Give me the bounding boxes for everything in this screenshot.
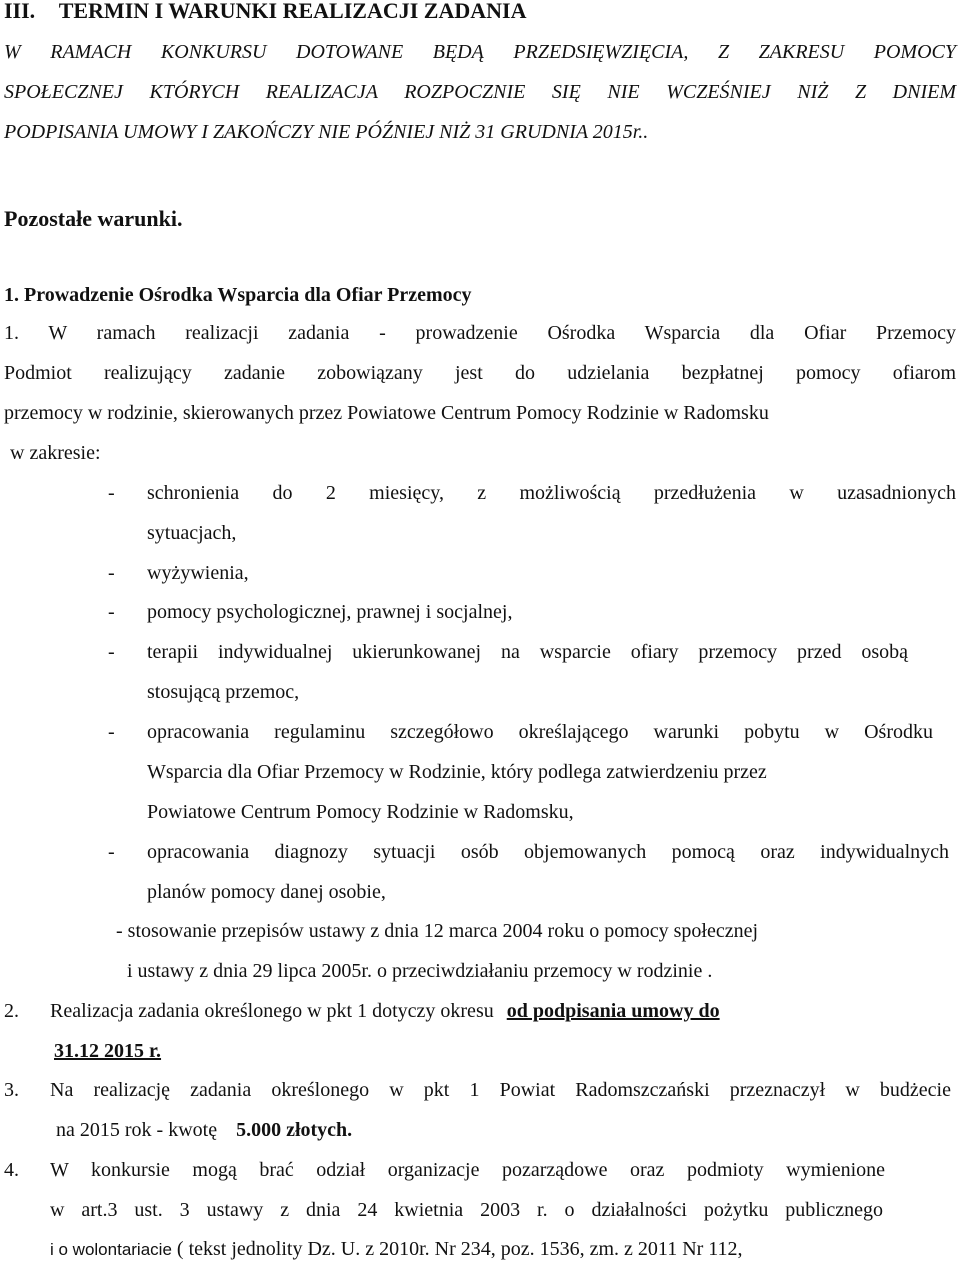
point-2-number: 2. [4,1000,19,1022]
paragraph-1-line-2: Podmiot realizujący zadanie zobowiązany jest do udzielania bezpłatnej pomocy ofiarom [4,362,956,384]
point-3-text: na 2015 rok - kwotę [56,1119,218,1141]
point-3-line-2 [56,1118,352,1142]
point-2-period-end: 31.12 2015 r. [54,1040,162,1062]
list-dash: - [108,601,115,623]
point-4-line-2: w art.3 ust. 3 ustawy z dnia 24 kwietnia 2003 r. o działalności pożytku publicznego [50,1199,883,1221]
list-dash: - [108,841,115,863]
intro-line-3: PODPISANIA UMOWY I ZAKOŃCZY NIE PÓŹNIEJ NIŻ 31 GRUDNIA 2015r.. [4,121,649,143]
point-4-citation: ( tekst jednolity Dz. U. z 2010r. Nr 234, poz. 1536, zm. z 2011 Nr 112, [171,1238,743,1260]
point-2-line-1 [50,999,720,1023]
list-dash: - [108,721,115,743]
scope-item-4-line-2: stosującą przemoc, [147,681,300,703]
point-4-number: 4. [4,1159,19,1181]
scope-item-1-line-2: sytuacjach, [147,522,237,544]
scope-item-5-line-1: opracowania regulaminu szczegółowo określającego warunki pobytu w Ośrodku [147,721,933,743]
scope-item-5-line-2: Wsparcia dla Ofiar Przemocy w Rodzinie, który podlega zatwierdzeniu przez [147,761,767,783]
point-3-line-1: Na realizację zadania określonego w pkt 1 Powiat Radomszczański przeznaczył w budżecie [50,1079,951,1101]
list-dash: - [108,562,115,584]
list-dash: - [108,641,115,663]
section-numeral: III. [4,0,36,23]
scope-item-2: wyżywienia, [147,562,249,584]
other-conditions-heading: Pozostałe warunki. [4,206,183,231]
point-2-text: Realizacja zadania określonego w pkt 1 dotyczy okresu [50,1000,494,1022]
scope-item-1-line-1: schronienia do 2 miesięcy, z możliwością przedłużenia w uzasadnionych [147,482,956,504]
paragraph-1-line-4: w zakresie: [10,442,101,464]
subsection-1-heading: 1. Prowadzenie Ośrodka Wsparcia dla Ofiar Przemocy [4,284,472,306]
point-4-law-name: i o wolontariacie [50,1240,172,1259]
point-4-line-1: W konkursie mogą brać odział organizacje pozarządowe oraz podmioty wymienione [50,1159,885,1181]
point-2-period-start: od podpisania umowy do [506,1000,720,1022]
list-dash: - [108,482,115,504]
intro-line-2: SPOŁECZNEJ KTÓRYCH REALIZACJA ROZPOCZNIE SIĘ NIE WCZEŚNIEJ NIŻ Z DNIEM [4,81,956,103]
scope-item-7-line-1: - stosowanie przepisów ustawy z dnia 12 marca 2004 roku o pomocy społecznej [116,920,759,942]
section-heading [4,0,526,23]
scope-item-7-line-2: i ustawy z dnia 29 lipca 2005r. o przeciwdziałaniu przemocy w rodzinie . [127,960,713,982]
section-title: TERMIN I WARUNKI REALIZACJI ZADANIA [58,0,527,23]
scope-item-3: pomocy psychologicznej, prawnej i socjalnej, [147,601,513,623]
paragraph-1-line-1: 1. W ramach realizacji zadania - prowadzenie Ośrodka Wsparcia dla Ofiar Przemocy [4,322,956,344]
point-4-line-3 [50,1237,743,1262]
paragraph-1-line-3: przemocy w rodzinie, skierowanych przez Powiatowe Centrum Pomocy Rodzinie w Radomsku [4,402,769,424]
point-3-amount: 5.000 złotych. [236,1119,353,1141]
intro-line-1: W RAMACH KONKURSU DOTOWANE BĘDĄ PRZEDSIĘWZIĘCIA, Z ZAKRESU POMOCY [4,41,956,63]
scope-item-6-line-2: planów pomocy danej osobie, [147,881,386,903]
scope-item-6-line-1: opracowania diagnozy sytuacji osób objemowanych pomocą oraz indywidualnych [147,841,949,863]
point-3-number: 3. [4,1079,19,1101]
scope-item-5-line-3: Powiatowe Centrum Pomocy Rodzinie w Radomsku, [147,801,574,823]
scope-item-4-line-1: terapii indywidualnej ukierunkowanej na wsparcie ofiary przemocy przed osobą [147,641,908,663]
